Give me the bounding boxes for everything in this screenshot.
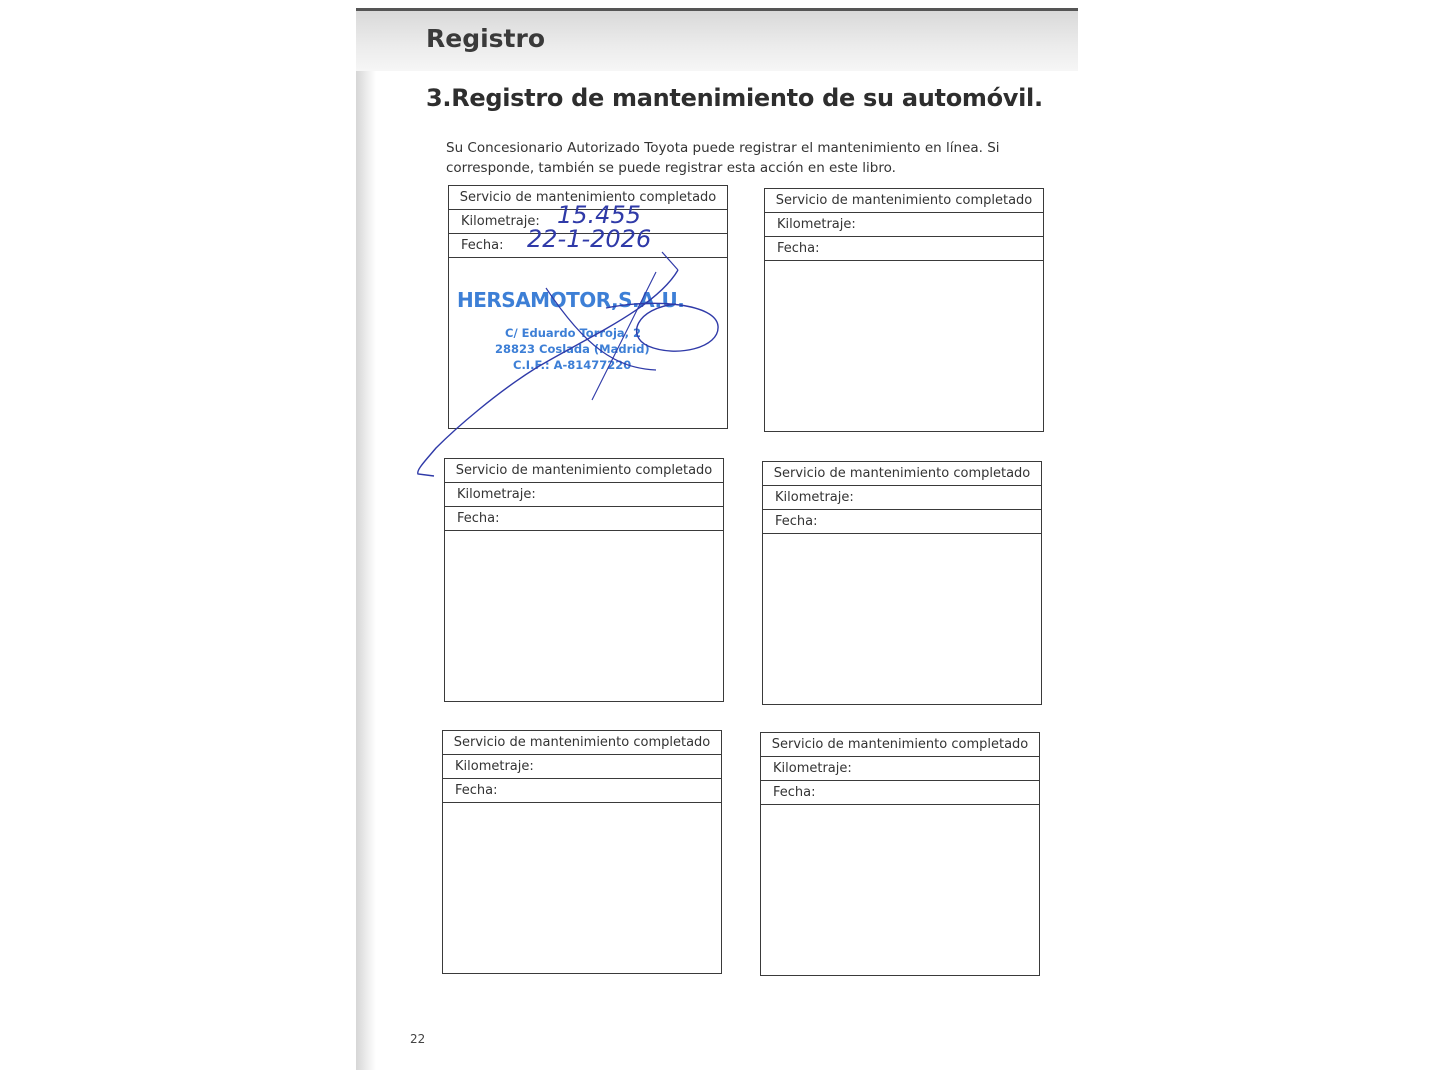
- maintenance-record-2: [764, 188, 1044, 432]
- page-title: 3.Registro de mantenimiento de su automóvil.: [426, 84, 1043, 112]
- km-row: [761, 757, 1039, 781]
- date-row: [763, 510, 1041, 534]
- km-label: Kilometraje:: [777, 217, 856, 232]
- stamp-address: C/ Eduardo Torroja, 2: [505, 326, 642, 340]
- km-row: [763, 486, 1041, 510]
- date-row: [449, 225, 727, 258]
- stamp-cif: C.I.F.: A-81477220: [513, 358, 632, 372]
- km-row: [765, 213, 1043, 237]
- record-title: Servicio de mantenimiento completado: [763, 462, 1041, 486]
- km-label: Kilometraje:: [457, 487, 536, 502]
- date-handwritten-value: 22-1-2026: [527, 225, 652, 253]
- document-page: [356, 8, 1078, 1070]
- km-label: Kilometraje:: [775, 490, 854, 505]
- km-label: Kilometraje:: [455, 759, 534, 774]
- date-row: [443, 779, 721, 803]
- maintenance-record-6: [760, 732, 1040, 976]
- stamp-city: 28823 Coslada (Madrid): [495, 342, 650, 356]
- date-label: Fecha:: [775, 514, 818, 529]
- km-handwritten-value: 15.455: [557, 201, 641, 229]
- km-label: Kilometraje:: [461, 214, 540, 229]
- date-row: [765, 237, 1043, 261]
- intro-paragraph: Su Concesionario Autorizado Toyota puede registrar el mantenimiento en línea. Si corresponde, también se puede registrar esta acción en este libro.: [446, 140, 1000, 176]
- record-title: Servicio de mantenimiento completado: [445, 459, 723, 483]
- maintenance-record-3: [444, 458, 724, 702]
- page-number: 22: [410, 1032, 426, 1046]
- date-label: Fecha:: [461, 238, 504, 253]
- record-title: Servicio de mantenimiento completado: [761, 733, 1039, 757]
- section-label: Registro: [426, 24, 546, 53]
- record-title: Servicio de mantenimiento completado: [449, 186, 727, 210]
- date-label: Fecha:: [457, 511, 500, 526]
- km-label: Kilometraje:: [773, 761, 852, 776]
- date-label: Fecha:: [773, 785, 816, 800]
- km-row: [445, 483, 723, 507]
- date-row: [445, 507, 723, 531]
- maintenance-record-1: [448, 185, 728, 429]
- km-row: [443, 755, 721, 779]
- stamp-name: HERSAMOTOR,S.A.U.: [457, 288, 685, 312]
- page-edge-shadow: [356, 8, 376, 1070]
- stamp-area: [449, 258, 727, 428]
- maintenance-record-4: [762, 461, 1042, 705]
- date-label: Fecha:: [455, 783, 498, 798]
- maintenance-record-5: [442, 730, 722, 974]
- date-label: Fecha:: [777, 241, 820, 256]
- date-row: [761, 781, 1039, 805]
- record-title: Servicio de mantenimiento completado: [443, 731, 721, 755]
- record-title: Servicio de mantenimiento completado: [765, 189, 1043, 213]
